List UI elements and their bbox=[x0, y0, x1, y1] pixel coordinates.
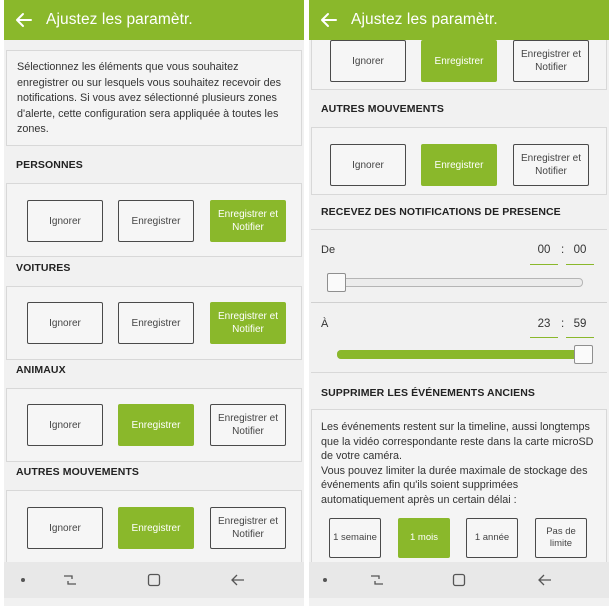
page-title: Ajustez les paramètr. bbox=[46, 11, 193, 28]
persons-options bbox=[6, 183, 302, 257]
animals-record-notify-button[interactable]: Enregistrer et Notifier bbox=[210, 404, 286, 446]
to-slider-fill bbox=[337, 350, 584, 359]
recent-apps-icon[interactable] bbox=[369, 573, 385, 587]
system-nav-bar bbox=[309, 562, 609, 598]
section-title-persons: PERSONNES bbox=[16, 159, 83, 171]
cars-record-notify-button[interactable]: Enregistrer et Notifier bbox=[210, 302, 286, 344]
other-record-button[interactable]: Enregistrer bbox=[421, 144, 497, 186]
other-record-notify-button[interactable]: Enregistrer et Notifier bbox=[513, 144, 589, 186]
animals-ignore-button[interactable]: Ignorer bbox=[27, 404, 103, 446]
back-arrow-icon[interactable] bbox=[14, 10, 34, 30]
nav-dot-icon[interactable] bbox=[321, 576, 329, 584]
from-hour-field[interactable]: 00 bbox=[537, 244, 551, 256]
section-title-old-events: SUPPRIMER LES ÉVÉNEMENTS ANCIENS bbox=[321, 387, 536, 399]
to-label: À bbox=[321, 318, 329, 330]
from-minute-field[interactable]: 00 bbox=[573, 244, 587, 256]
old-events-description bbox=[321, 420, 603, 507]
other-record-notify-button[interactable]: Enregistrer et Notifier bbox=[210, 507, 286, 549]
settings-screen-left bbox=[4, 0, 304, 606]
from-slider-handle[interactable] bbox=[327, 273, 346, 292]
other-ignore-button[interactable]: Ignorer bbox=[27, 507, 103, 549]
from-minute-underline bbox=[566, 264, 594, 265]
page-title: Ajustez les paramètr. bbox=[351, 11, 498, 28]
cars-options bbox=[6, 286, 302, 360]
section-title-animals: ANIMAUX bbox=[16, 364, 66, 376]
animals-record-notify-button[interactable]: Enregistrer et Notifier bbox=[513, 40, 589, 82]
app-bar bbox=[309, 0, 609, 40]
app-bar bbox=[4, 0, 304, 40]
section-title-other: AUTRES MOUVEMENTS bbox=[16, 466, 140, 478]
persons-record-button[interactable]: Enregistrer bbox=[118, 200, 194, 242]
presence-box bbox=[311, 229, 607, 373]
time-separator: : bbox=[561, 318, 565, 330]
limit-1-month-button[interactable]: 1 mois bbox=[398, 518, 450, 558]
cars-record-button[interactable]: Enregistrer bbox=[118, 302, 194, 344]
system-nav-bar bbox=[4, 562, 304, 598]
animals-ignore-button[interactable]: Ignorer bbox=[330, 40, 406, 82]
nav-back-icon[interactable] bbox=[230, 573, 246, 587]
to-slider-handle[interactable] bbox=[574, 345, 593, 364]
to-minute-field[interactable]: 59 bbox=[573, 318, 587, 330]
animals-options bbox=[6, 388, 302, 462]
no-limit-button[interactable]: Pas de limite bbox=[535, 518, 587, 558]
home-icon[interactable] bbox=[452, 573, 466, 587]
animals-record-button[interactable]: Enregistrer bbox=[421, 40, 497, 82]
intro-text: Sélectionnez les éléments que vous souhaitez enregistrer ou sur lesquels vous souhaitez recevoir des notifications. Si vous avez sélectionné plusieurs zones d'alerte, cette configuration sera appliquée à toutes les zones. bbox=[6, 50, 302, 146]
other-options bbox=[311, 127, 607, 195]
section-title-presence: RECEVEZ DES NOTIFICATIONS DE PRESENCE bbox=[321, 206, 561, 218]
nav-back-icon[interactable] bbox=[537, 573, 553, 587]
other-record-button[interactable]: Enregistrer bbox=[118, 507, 194, 549]
to-hour-field[interactable]: 23 bbox=[537, 318, 551, 330]
cars-ignore-button[interactable]: Ignorer bbox=[27, 302, 103, 344]
other-options bbox=[6, 490, 302, 564]
from-label: De bbox=[321, 244, 336, 256]
section-title-cars: VOITURES bbox=[16, 262, 71, 274]
from-time-slider[interactable] bbox=[327, 278, 583, 287]
from-hour-underline bbox=[530, 264, 558, 265]
recent-apps-icon[interactable] bbox=[62, 573, 78, 587]
persons-record-notify-button[interactable]: Enregistrer et Notifier bbox=[210, 200, 286, 242]
persons-ignore-button[interactable]: Ignorer bbox=[27, 200, 103, 242]
to-minute-underline bbox=[566, 337, 594, 338]
settings-screen-right bbox=[309, 0, 609, 606]
home-icon[interactable] bbox=[147, 573, 161, 587]
presence-divider bbox=[311, 302, 607, 303]
other-ignore-button[interactable]: Ignorer bbox=[330, 144, 406, 186]
time-separator: : bbox=[561, 244, 565, 256]
to-hour-underline bbox=[530, 337, 558, 338]
old-events-paragraph-2: Vous pouvez limiter la durée maximale de stockage des événements afin qu'ils soient supprimées automatiquement après un certain délai : bbox=[321, 464, 588, 506]
nav-dot-icon[interactable] bbox=[19, 576, 27, 584]
limit-1-year-button[interactable]: 1 année bbox=[466, 518, 518, 558]
animals-record-button[interactable]: Enregistrer bbox=[118, 404, 194, 446]
section-title-other: AUTRES MOUVEMENTS bbox=[321, 103, 445, 115]
limit-1-week-button[interactable]: 1 semaine bbox=[329, 518, 381, 558]
back-arrow-icon[interactable] bbox=[319, 10, 339, 30]
old-events-paragraph-1: Les événements restent sur la timeline, aussi longtemps que la vidéo correspondante reste dans la carte microSD de votre caméra. bbox=[321, 421, 594, 462]
